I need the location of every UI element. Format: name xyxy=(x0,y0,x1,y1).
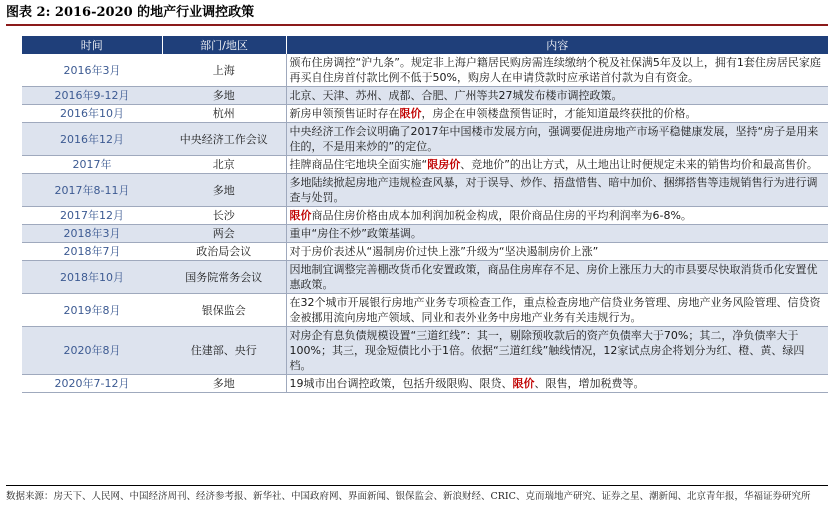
highlight-text: 限价 xyxy=(399,107,422,120)
cell-time: 2017年8-11月 xyxy=(22,174,162,207)
cell-content: 多地陆续掀起房地产违规检查风暴，对于误导、炒作、捂盘惜售、暗中加价、捆绑搭售等违规销售行为进行调查与处罚。 xyxy=(286,174,828,207)
table-row xyxy=(22,207,828,225)
cell-department: 住建部、央行 xyxy=(162,327,286,375)
cell-time: 2016年12月 xyxy=(22,123,162,156)
cell-department: 多地 xyxy=(162,375,286,393)
highlight-text: 限房价 xyxy=(427,158,461,171)
cell-time: 2016年9-12月 xyxy=(22,87,162,105)
cell-time: 2016年10月 xyxy=(22,105,162,123)
cell-time: 2018年7月 xyxy=(22,243,162,261)
cell-content: 北京、天津、苏州、成都、合肥、广州等共27城发布楼市调控政策。 xyxy=(286,87,828,105)
table-row xyxy=(22,123,828,156)
cell-content: 在32个城市开展银行房地产业务专项检查工作，重点检查房地产信贷业务管理、房地产业务风险管理、信贷资金被挪用流向房地产领域、同业和表外业务中房地产业务有关违规行为。 xyxy=(286,294,828,327)
cell-department: 多地 xyxy=(162,174,286,207)
policy-table-container xyxy=(22,36,828,393)
cell-time: 2017年12月 xyxy=(22,207,162,225)
content-text: 、限售，增加税费等。 xyxy=(534,377,645,390)
cell-department: 政治局会议 xyxy=(162,243,286,261)
table-row xyxy=(22,105,828,123)
content-text: ，房企在申领楼盘预售证时，才能知道最终获批的价格。 xyxy=(421,107,697,120)
highlight-text: 限价 xyxy=(289,209,312,222)
table-row xyxy=(22,375,828,393)
figure-title: 图表 2: 2016-2020 的地产行业调控政策 xyxy=(6,5,255,20)
content-text: 商品住房价格由成本加利润加税金构成，限价商品住房的平均利润率为6-8%。 xyxy=(311,209,692,222)
header-time: 时间 xyxy=(22,36,162,54)
cell-time: 2019年8月 xyxy=(22,294,162,327)
content-text: 挂牌商品住宅地块全面实施“ xyxy=(289,158,428,171)
table-row xyxy=(22,261,828,294)
cell-content xyxy=(286,105,828,123)
cell-time: 2018年3月 xyxy=(22,225,162,243)
cell-department: 两会 xyxy=(162,225,286,243)
header-content: 内容 xyxy=(286,36,828,54)
cell-content xyxy=(286,207,828,225)
cell-department: 国务院常务会议 xyxy=(162,261,286,294)
policy-table xyxy=(22,36,828,393)
cell-time: 2018年10月 xyxy=(22,261,162,294)
table-row xyxy=(22,156,828,174)
cell-content xyxy=(286,375,828,393)
cell-time: 2016年3月 xyxy=(22,54,162,87)
cell-department: 银保监会 xyxy=(162,294,286,327)
cell-department: 北京 xyxy=(162,156,286,174)
content-text: 、竞地价”的出让方式，从土地出让时便规定未来的销售均价和最高售价。 xyxy=(460,158,818,171)
content-text: 新房申领预售证时存在 xyxy=(289,107,400,120)
cell-content: 颁布住房调控“沪九条”。规定非上海户籍居民购房需连续缴纳个税及社保满5年及以上，拥有1套住房居民家庭再买自住房首付款比例不低于50%，购房人在申请贷款时应承诺首付款为自有资金。 xyxy=(286,54,828,87)
table-row xyxy=(22,294,828,327)
cell-content: 重申“房住不炒”政策基调。 xyxy=(286,225,828,243)
header-department: 部门/地区 xyxy=(162,36,286,54)
table-row xyxy=(22,327,828,375)
cell-content: 中央经济工作会议明确了2017年中国楼市发展方向，强调要促进房地产市场平稳健康发展，坚持“房子是用来住的，不是用来炒的”的定位。 xyxy=(286,123,828,156)
cell-department: 上海 xyxy=(162,54,286,87)
cell-content: 因地制宜调整完善棚改货币化安置政策，商品住房库存不足、房价上涨压力大的市县要尽快取消货币化安置优惠政策。 xyxy=(286,261,828,294)
title-divider xyxy=(6,24,828,26)
table-row xyxy=(22,54,828,87)
cell-department: 多地 xyxy=(162,87,286,105)
table-row xyxy=(22,243,828,261)
cell-content: 对房企有息负债规模设置“三道红线”：其一，剔除预收款后的资产负债率大于70%；其二，净负债率大于100%；其三，现金短债比小于1倍。依据“三道红线”触线情况，12家试点房企将划分为红、橙、黄、绿四档。 xyxy=(286,327,828,375)
cell-department: 长沙 xyxy=(162,207,286,225)
cell-content xyxy=(286,156,828,174)
source-divider xyxy=(6,485,828,486)
table-row xyxy=(22,174,828,207)
source-note: 数据来源：房天下、人民网、中国经济周刊、经济参考报、新华社、中国政府网、界面新闻、银保监会、新浪财经、CRIC、克而瑞地产研究、证券之星、潮新闻、北京青年报，华福证券研究所 xyxy=(6,491,811,502)
content-text: 19城市出台调控政策，包括升级限购、限贷、 xyxy=(289,377,513,390)
table-row xyxy=(22,87,828,105)
cell-content: 对于房价表述从“遏制房价过快上涨”升级为“坚决遏制房价上涨” xyxy=(286,243,828,261)
cell-time: 2017年 xyxy=(22,156,162,174)
cell-department: 杭州 xyxy=(162,105,286,123)
table-body xyxy=(22,54,828,393)
table-row xyxy=(22,225,828,243)
cell-time: 2020年7-12月 xyxy=(22,375,162,393)
cell-time: 2020年8月 xyxy=(22,327,162,375)
table-header-row xyxy=(22,36,828,54)
highlight-text: 限价 xyxy=(512,377,535,390)
cell-department: 中央经济工作会议 xyxy=(162,123,286,156)
